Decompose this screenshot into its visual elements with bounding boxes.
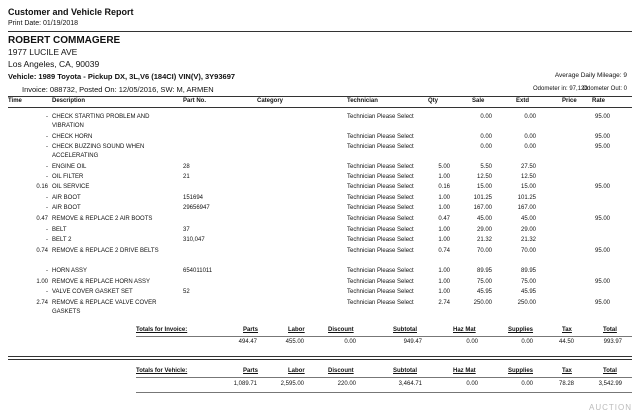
row-time: - [46,134,48,140]
row-rate: 95.00 [594,184,610,190]
row-extd: 167.00 [517,205,536,211]
row-sale: 21.32 [476,237,492,243]
row-description: REMOVE & REPLACE VALVE COVER GASKETS [52,300,157,315]
vehicle-total-tax: 78.28 [558,381,574,387]
invoice-line: Invoice: 088732, Posted On: 12/05/2016, SW: M, ARMEN [22,85,214,94]
row-sale: 167.00 [473,205,492,211]
row-technician: Technician Please Select [347,279,414,285]
row-rate: 95.00 [594,114,610,120]
row-extd: 15.00 [520,184,536,190]
row-sale: 0.00 [480,114,492,120]
row-technician: Technician Please Select [347,134,414,140]
row-part-no: 151694 [183,195,204,201]
vehicle-line: Vehicle: 1989 Toyota - Pickup DX, 3L,V6 (184CI) VIN(V), 3Y93697 [8,72,236,81]
row-description: OIL SERVICE [52,184,90,190]
row-qty: 1.00 [438,205,450,211]
customer-address-line2: Los Angeles, CA, 90039 [8,59,100,69]
row-technician: Technician Please Select [347,205,414,211]
row-time: - [46,268,48,274]
row-extd: 0.00 [524,144,536,150]
row-part-no: 52 [183,289,190,295]
report-title: Customer and Vehicle Report [8,7,134,17]
row-part-no: 29656947 [183,205,210,211]
print-date: Print Date: 01/19/2018 [8,20,79,27]
row-time: - [46,164,48,170]
invoice-totals-header-supplies: Supplies [508,327,534,333]
invoice-totals-header-discount: Discount [328,327,354,333]
row-description: CHECK HORN [52,134,93,140]
row-extd: 45.00 [520,216,536,222]
invoice-total-haz-mat: 0.00 [466,339,478,345]
row-technician: Technician Please Select [347,300,414,306]
col-header-category: Category [257,98,284,104]
row-qty: 0.47 [438,216,450,222]
row-sale: 89.95 [476,268,492,274]
row-description: AIR BOOT [52,205,81,211]
row-sale: 29.00 [476,227,492,233]
average-daily-mileage: Average Daily Mileage: 9 [554,72,627,79]
invoice-total-subtotal: 949.47 [403,339,422,345]
row-description: BELT 2 [52,237,72,243]
row-sale: 75.00 [476,279,492,285]
vehicle-totals-header-discount: Discount [328,368,354,374]
row-part-no: 654011011 [183,268,213,274]
vehicle-totals-bottom-rule [136,392,632,393]
row-rate: 95.00 [594,134,610,140]
row-technician: Technician Please Select [347,237,414,243]
invoice-totals-header-total: Total [603,327,617,333]
row-time: - [46,174,48,180]
row-qty: 1.00 [438,289,450,295]
row-sale: 0.00 [480,144,492,150]
invoice-totals-header-labor: Labor [288,327,305,333]
row-rate: 95.00 [594,144,610,150]
invoice-totals-rule [136,336,632,337]
row-technician: Technician Please Select [347,114,414,120]
row-technician: Technician Please Select [347,216,414,222]
invoice-totals-header-subtotal: Subtotal [393,327,417,333]
row-time: 1.00 [36,279,48,285]
row-description: AIR BOOT [52,195,81,201]
row-description: CHECK BUZZING SOUND WHEN ACCELERATING [52,144,145,159]
vehicle-total-haz-mat: 0.00 [466,381,478,387]
row-technician: Technician Please Select [347,289,414,295]
row-sale: 15.00 [476,184,492,190]
row-technician: Technician Please Select [347,184,414,190]
row-extd: 21.32 [520,237,536,243]
row-part-no: 28 [183,164,190,170]
vehicle-total-total: 3,542.99 [598,381,622,387]
row-extd: 45.95 [520,289,536,295]
row-time: - [46,205,48,211]
row-rate: 95.00 [594,279,610,285]
row-sale: 250.00 [473,300,492,306]
row-sale: 70.00 [476,248,492,254]
header-divider [8,31,632,32]
invoice-totals-label: Totals for Invoice: [136,327,188,333]
row-qty: 1.00 [438,227,450,233]
row-sale: 0.00 [480,134,492,140]
vehicle-totals-double-rule [8,356,632,360]
vehicle-totals-header-total: Total [603,368,617,374]
column-header-bottom-rule [8,107,632,108]
row-time: - [46,195,48,201]
row-qty: 1.00 [438,237,450,243]
col-header-price: Price [562,98,577,104]
col-header-extd: Extd [516,98,530,104]
column-header-top-rule [8,96,632,97]
invoice-total-tax: 44.50 [558,339,574,345]
customer-name: ROBERT COMMAGERE [8,35,121,46]
invoice-totals-header-tax: Tax [562,327,572,333]
row-technician: Technician Please Select [347,144,414,150]
odometer-in: Odometer in: 97,120 [533,86,588,92]
row-qty: 1.00 [438,174,450,180]
vehicle-totals-header-tax: Tax [562,368,572,374]
row-extd: 12.50 [520,174,536,180]
row-sale: 101.25 [473,195,492,201]
row-time: 0.16 [36,184,48,190]
row-qty: 1.00 [438,195,450,201]
row-sale: 5.50 [480,164,492,170]
col-header-description: Description [52,98,86,104]
row-extd: 89.95 [520,268,536,274]
vehicle-total-labor: 2,595.00 [280,381,304,387]
row-description: ENGINE OIL [52,164,87,170]
col-header-time: Time [8,98,22,104]
odometer-out: Odometer Out: 0 [582,86,627,92]
row-technician: Technician Please Select [347,268,414,274]
row-time: 0.74 [36,248,48,254]
row-sale: 45.00 [476,216,492,222]
invoice-total-parts: 494.47 [238,339,257,345]
invoice-total-supplies: 0.00 [521,339,533,345]
row-sale: 45.95 [476,289,492,295]
row-description: CHECK STARTING PROBLEM AND VIBRATION [52,114,150,129]
vehicle-totals-header-subtotal: Subtotal [393,368,417,374]
row-rate: 95.00 [594,300,610,306]
row-description: OIL FILTER [52,174,84,180]
row-description: REMOVE & REPLACE HORN ASSY [52,279,151,285]
row-technician: Technician Please Select [347,164,414,170]
row-extd: 27.50 [520,164,536,170]
col-header-qty: Qty [428,98,439,104]
col-header-sale: Sale [472,98,485,104]
vehicle-totals-header-haz-mat: Haz Mat [453,368,476,374]
vehicle-totals-header-parts: Parts [243,368,259,374]
row-part-no: 310,047 [183,237,205,243]
row-qty: 0.16 [438,184,450,190]
col-header-rate: Rate [592,98,606,104]
row-technician: Technician Please Select [347,174,414,180]
row-time: - [46,289,48,295]
row-rate: 95.00 [594,216,610,222]
row-extd: 0.00 [524,114,536,120]
row-time: - [46,237,48,243]
vehicle-total-subtotal: 3,464.71 [398,381,422,387]
row-qty: 1.00 [438,279,450,285]
col-header-technician: Technician [347,98,378,104]
row-extd: 29.00 [520,227,536,233]
row-extd: 75.00 [520,279,536,285]
invoice-totals-header-parts: Parts [243,327,259,333]
row-sale: 12.50 [476,174,492,180]
row-extd: 70.00 [520,248,536,254]
row-part-no: 21 [183,174,190,180]
row-technician: Technician Please Select [347,227,414,233]
vehicle-totals-header-labor: Labor [288,368,305,374]
row-qty: 0.74 [438,248,450,254]
row-description: HORN ASSY [52,268,88,274]
row-time: 0.47 [36,216,48,222]
invoice-totals-header-haz-mat: Haz Mat [453,327,476,333]
row-time: - [46,227,48,233]
auction-watermark: AUCTION [589,403,632,412]
vehicle-total-supplies: 0.00 [521,381,533,387]
vehicle-total-discount: 220.00 [337,381,356,387]
invoice-total-total: 993.97 [603,339,622,345]
row-description: BELT [52,227,67,233]
vehicle-totals-rule [136,377,632,378]
row-time: - [46,114,48,120]
invoice-total-labor: 455.00 [285,339,304,345]
row-extd: 250.00 [517,300,536,306]
row-qty: 2.74 [438,300,450,306]
row-qty: 1.00 [438,268,450,274]
row-technician: Technician Please Select [347,195,414,201]
row-technician: Technician Please Select [347,248,414,254]
row-extd: 0.00 [524,134,536,140]
row-rate: 95.00 [594,248,610,254]
row-qty: 5.00 [438,164,450,170]
vehicle-total-parts: 1,089.71 [233,381,257,387]
row-part-no: 37 [183,227,190,233]
row-description: REMOVE & REPLACE 2 DRIVE BELTS [52,248,159,254]
row-time: - [46,144,48,150]
row-description: REMOVE & REPLACE 2 AIR BOOTS [52,216,153,222]
invoice-total-discount: 0.00 [344,339,356,345]
vehicle-totals-header-supplies: Supplies [508,368,534,374]
customer-address-line1: 1977 LUCILE AVE [8,47,78,57]
row-description: VALVE COVER GASKET SET [52,289,133,295]
col-header-part-no: Part No. [183,98,207,104]
row-extd: 101.25 [517,195,536,201]
row-time: 2.74 [36,300,48,306]
vehicle-totals-label: Totals for Vehicle: [136,368,188,374]
